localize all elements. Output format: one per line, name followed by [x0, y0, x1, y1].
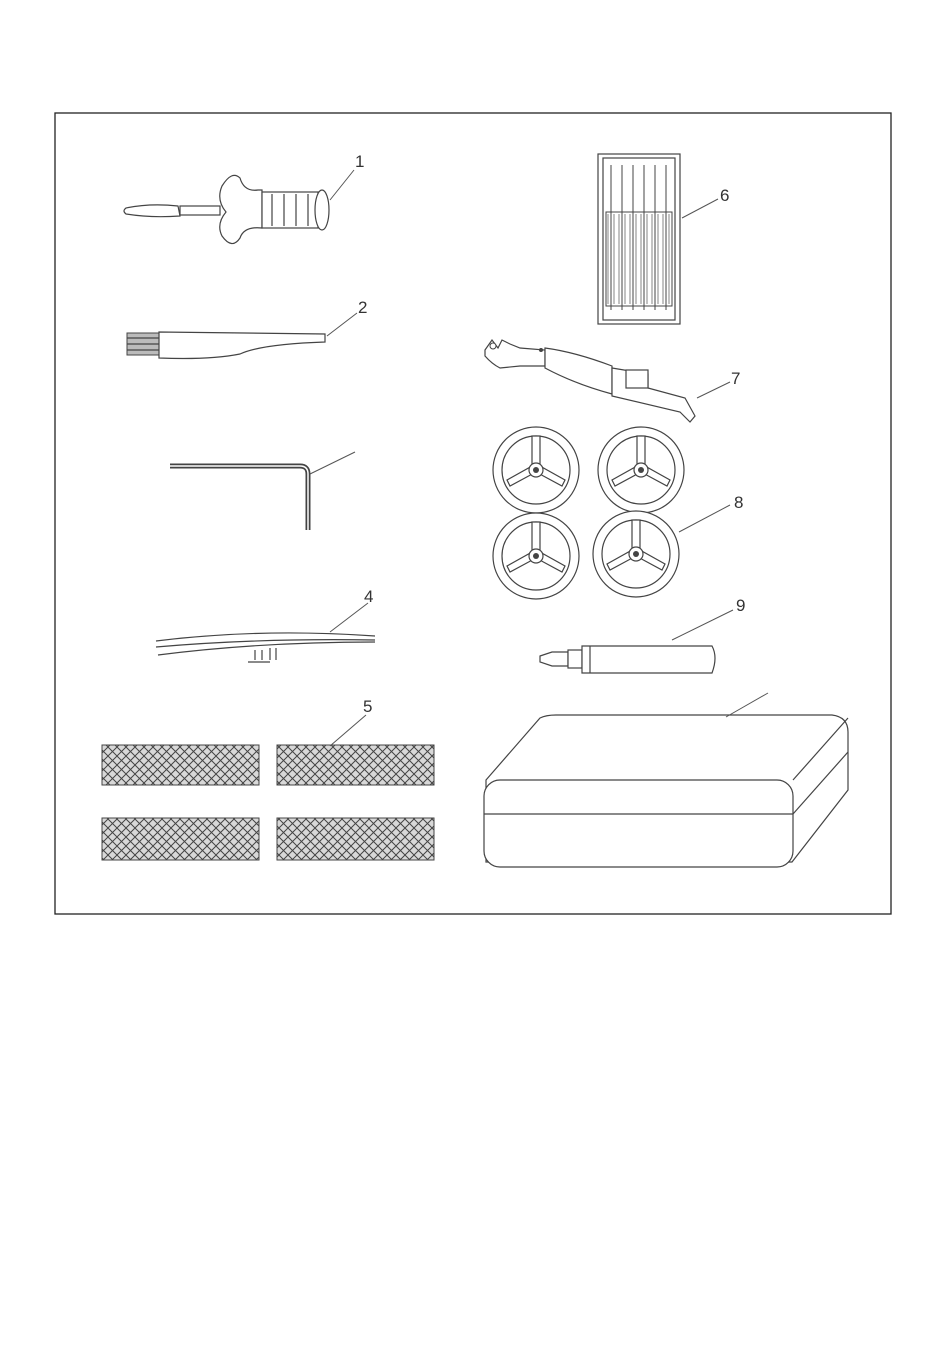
- callout-8: 8: [734, 493, 744, 512]
- allen-key-icon: [170, 452, 355, 530]
- callout-6: 6: [720, 186, 730, 205]
- needles-icon: [598, 154, 718, 324]
- brush-icon: [127, 313, 357, 359]
- net-icon: [102, 715, 434, 860]
- callout-4: 4: [364, 587, 374, 606]
- spool-cap-icon: [493, 427, 730, 599]
- ripper-icon: [485, 340, 730, 422]
- callout-9: 9: [736, 596, 746, 615]
- screwdriver-icon: [124, 170, 354, 244]
- case-icon: [484, 693, 848, 867]
- oil-bottle-icon: [540, 610, 733, 673]
- callout-1: 1: [355, 152, 365, 171]
- callout-7: 7: [731, 369, 741, 388]
- callout-5: 5: [363, 697, 373, 716]
- tweezers-icon: [156, 603, 375, 662]
- callout-2: 2: [358, 298, 368, 317]
